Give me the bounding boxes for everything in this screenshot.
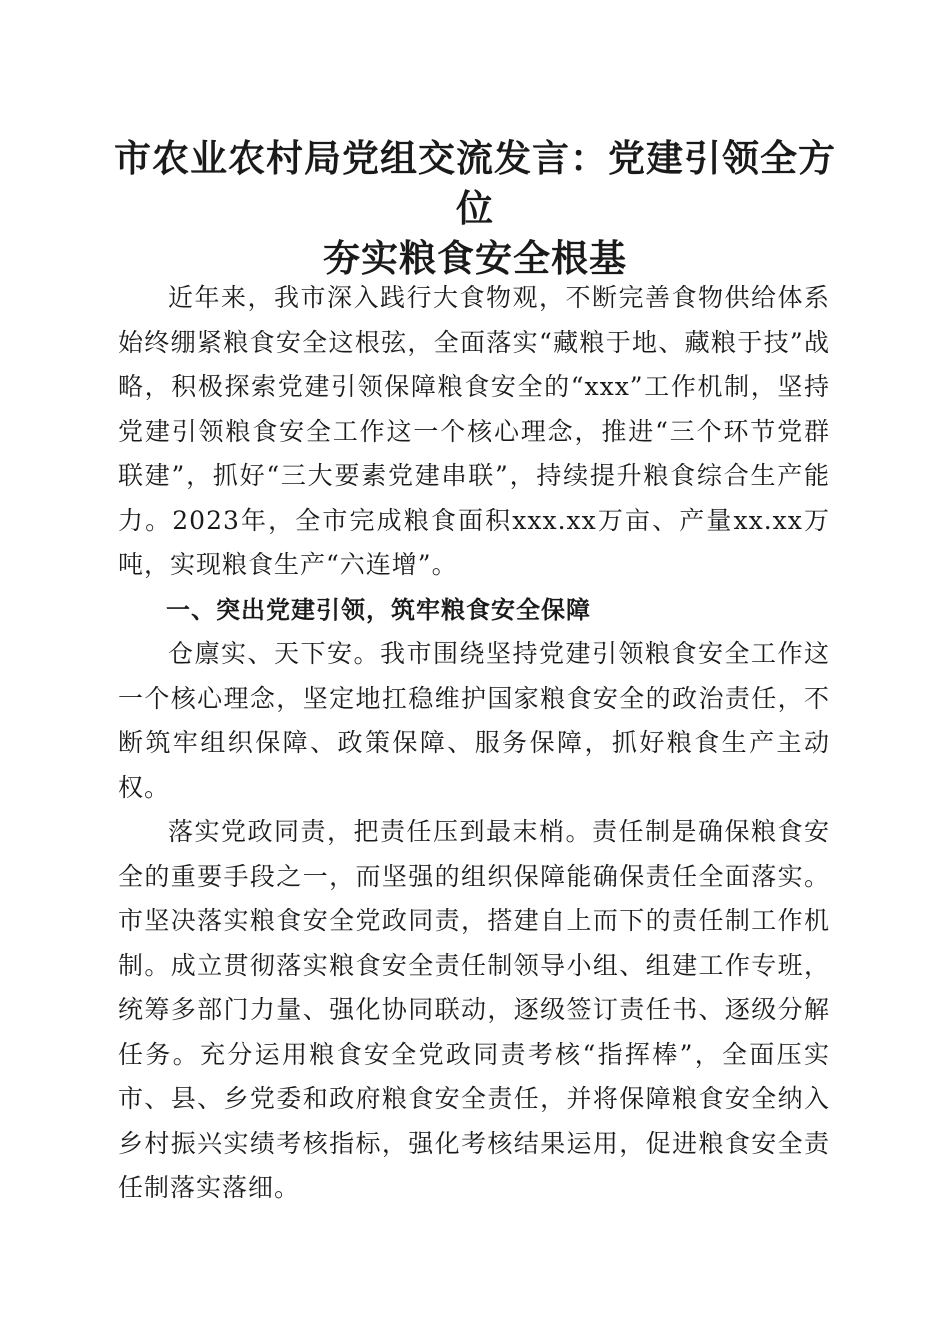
title-line-1: 市农业农村局党组交流发言：党建引领全方位 [114, 136, 836, 230]
document-title [100, 133, 850, 283]
intro-paragraph: 近年来，我市深入践行大食物观，不断完善食物供给体系始终绷紧粮食安全这根弦，全面落实“藏粮于地、藏粮于技”战略，积极探索党建引领保障粮食安全的“xxx”工作机制，坚持党建引领粮食安全工作这一个核心理念，推进“三个环节党群联建”，抓好“三大要素党建串联”，持续提升粮食综合生产能力。2023年，全市完成粮食面积xxx.xx万亩、产量xx.xx万吨，实现粮食生产“六连增”。 [118, 283, 830, 579]
body-paragraph: 落实党政同责，把责任压到最末梢。责任制是确保粮食安全的重要手段之一，而坚强的组织保障能确保责任全面落实。市坚决落实粮食安全党政同责，搭建自上而下的责任制工作机制。成立贯彻落实粮食安全责任制领导小组、组建工作专班，统筹多部门力量、强化协同联动，逐级签订责任书、逐级分解任务。充分运用粮食安全党政同责考核“指挥棒”，全面压实市、县、乡党委和政府粮食安全责任，并将保障粮食安全纳入乡村振兴实绩考核指标，强化考核结果运用，促进粮食安全责任制落实落细。 [118, 817, 830, 1202]
title-line-2: 夯实粮食安全根基 [323, 236, 627, 280]
body-paragraph: 仓廪实、天下安。我市围绕坚持党建引领粮食安全工作这一个核心理念，坚定地扛稳维护国家粮食安全的政治责任，不断筑牢组织保障、政策保障、服务保障，抓好粮食生产主动权。 [118, 639, 830, 802]
document-body [118, 276, 830, 1211]
section-heading: 一、突出党建引领，筑牢粮食安全保障 [166, 595, 591, 624]
